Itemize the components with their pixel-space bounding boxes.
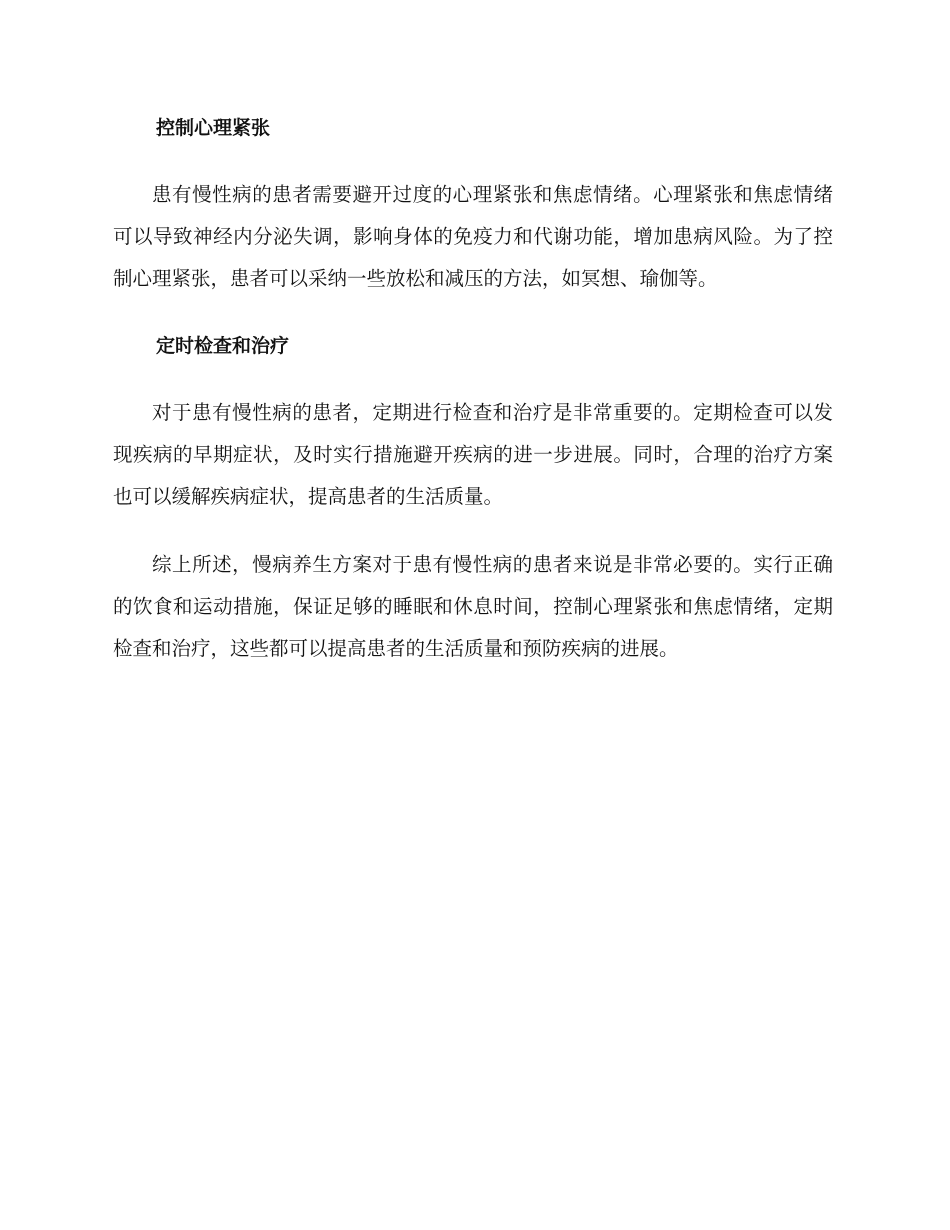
- section-heading-stress: 控制心理紧张: [156, 117, 271, 139]
- section-heading-checkup: 定时检查和治疗: [156, 335, 290, 357]
- document-body: [113, 108, 833, 696]
- conclusion-paragraph: 综上所述，慢病养生方案对于患有慢性病的患者来说是非常必要的。实行正确的饮食和运动措施，保证足够的睡眠和休息时间，控制心理紧张和焦虑情绪，定期检查和治疗，这些都可以提高患者的生活质量和预防疾病的进展。: [113, 553, 833, 660]
- section-paragraph-checkup: 对于患有慢性病的患者，定期进行检查和治疗是非常重要的。定期检查可以发现疾病的早期症状，及时实行措施避开疾病的进一步进展。同时，合理的治疗方案也可以缓解疾病症状，提高患者的生活质量。: [113, 401, 833, 508]
- section-paragraph-stress: 患有慢性病的患者需要避开过度的心理紧张和焦虑情绪。心理紧张和焦虑情绪可以导致神经内分泌失调，影响身体的免疫力和代谢功能，增加患病风险。为了控制心理紧张，患者可以采纳一些放松和减压的方法，如冥想、瑜伽等。: [113, 183, 833, 290]
